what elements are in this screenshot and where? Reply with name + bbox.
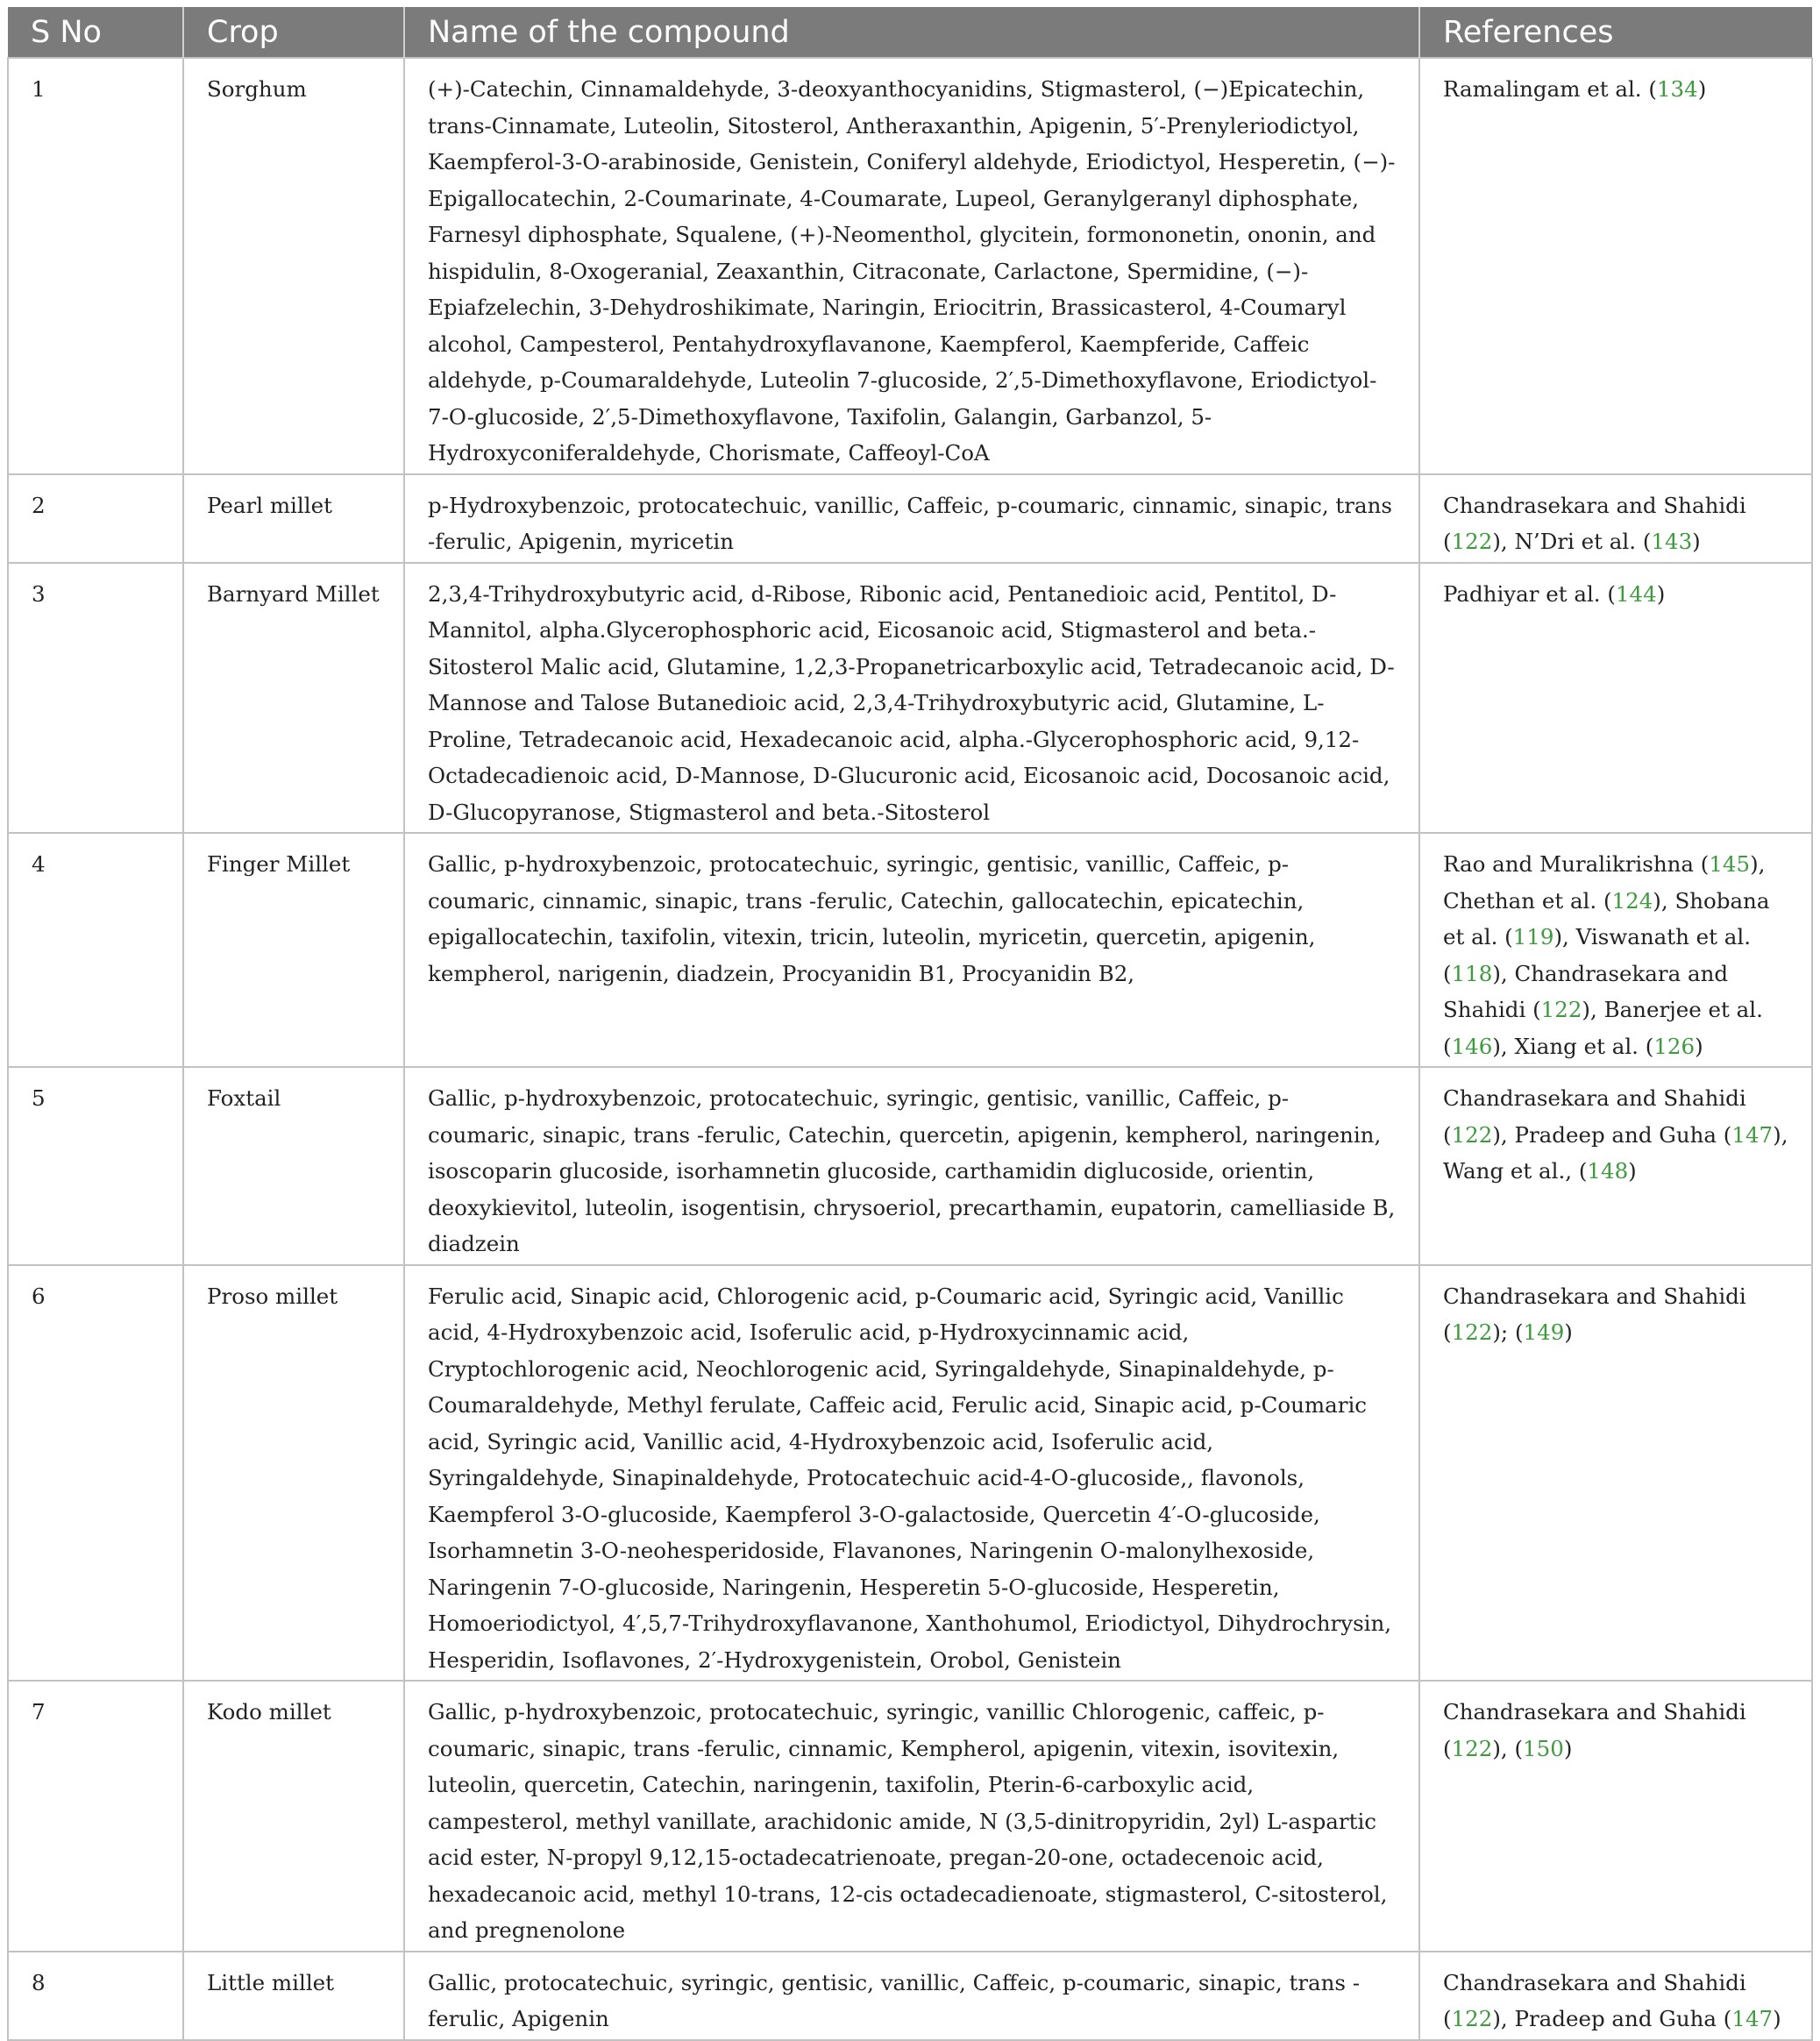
cell-references <box>1419 563 1812 834</box>
reference-text: ( <box>1507 1735 1524 1761</box>
reference-text: Chethan et al. ( <box>1443 887 1612 914</box>
reference-number-link[interactable]: 148 <box>1587 1158 1629 1184</box>
cell-sno: 4 <box>8 833 183 1067</box>
reference-number-link[interactable]: 126 <box>1653 1033 1696 1059</box>
reference-text: Chandrasekara and Shahidi ( <box>1443 1085 1746 1148</box>
reference-text: ), <box>1492 2006 1508 2031</box>
cell-sno: 5 <box>8 1067 183 1265</box>
table-row <box>8 833 1812 1067</box>
cell-crop: Finger Millet <box>183 833 404 1067</box>
reference-text: ), <box>1492 1121 1508 1148</box>
cell-compounds: Gallic, p-hydroxybenzoic, protocatechuic, syringic, vanillic Chlorogenic, caffeic, p-coumaric, sinapic, trans -ferulic, cinnamic, Kempherol, apigenin, vitexin, isovitexin, luteolin, quercetin, Catechin, naringenin, taxifolin, Pterin-6-carboxylic acid, campesterol, methyl vanillate, arachidonic amide, N (3,5-dinitropyridin, 2yl) L-aspartic acid ester, N-propyl 9,12,15-octadecatrienoate, pregan-20-one, octadecenoic acid, hexadecanoic acid, methyl 10-trans, 12-cis octadecadienoate, stigmasterol, C-sitosterol, and pregnenolone <box>404 1681 1419 1952</box>
reference-text: Chandrasekara and Shahidi ( <box>1443 960 1729 1022</box>
reference-text: ) <box>1564 1319 1573 1345</box>
table-row <box>8 1067 1812 1265</box>
cell-sno: 3 <box>8 563 183 834</box>
cell-crop: Kodo millet <box>183 1681 404 1952</box>
cell-references <box>1419 1265 1812 1682</box>
cell-crop: Pearl millet <box>183 474 404 563</box>
reference-number-link[interactable]: 149 <box>1523 1319 1565 1345</box>
reference-text: Pradeep and Guha ( <box>1507 1121 1732 1148</box>
cell-compounds: 2,3,4-Trihydroxybutyric acid, d-Ribose, Ribonic acid, Pentanedioic acid, Pentitol, D-Mannitol, alpha.Glycerophosphoric acid, Eicosanoic acid, Stigmasterol and beta.-Sitosterol Malic acid, Glutamine, 1,2,3-Propanetricarboxylic acid, Tetradecanoic acid, D-Mannose and Talose Butanedioic acid, 2,3,4-Trihydroxybutyric acid, Glutamine, L-Proline, Tetradecanoic acid, Hexadecanoic acid, alpha.-Glycerophosphoric acid, 9,12-Octadecadienoic acid, D-Mannose, D-Glucuronic acid, Eicosanoic acid, Docosanoic acid, D-Glucopyranose, Stigmasterol and beta.-Sitosterol <box>404 563 1419 834</box>
reference-number-link[interactable]: 124 <box>1611 887 1653 914</box>
reference-text: ), <box>1492 1033 1508 1059</box>
table-row <box>8 1681 1812 1952</box>
reference-text: Viswanath et al. ( <box>1443 924 1752 986</box>
reference-text: ), <box>1553 924 1569 949</box>
cell-compounds: (+)-Catechin, Cinnamaldehyde, 3-deoxyanthocyanidins, Stigmasterol, (−)Epicatechin, trans-Cinnamate, Luteolin, Sitosterol, Antheraxanthin, Apigenin, 5′-Prenyleriodictyol, Kaempferol-3-O-arabinoside, Genistein, Coniferyl aldehyde, Eriodictyol, Hesperetin, (−)-Epigallocatechin, 2-Coumarinate, 4-Coumarate, Lupeol, Geranylgeranyl diphosphate, Farnesyl diphosphate, Squalene, (+)-Neomenthol, glycitein, formononetin, ononin, and hispidulin, 8-Oxogeranial, Zeaxanthin, Citraconate, Carlactone, Spermidine, (−)-Epiafzelechin, 3-Dehydroshikimate, Naringin, Eriocitrin, Brassicasterol, 4-Coumaryl alcohol, Campesterol, Pentahydroxyflavanone, Kaempferol, Kaempferide, Caffeic aldehyde, p-Coumaraldehyde, Luteolin 7-glucoside, 2′,5-Dimethoxyflavone, Eriodictyol-7-O-glucoside, 2′,5-Dimethoxyflavone, Taxifolin, Galangin, Garbanzol, 5-Hydroxyconiferaldehyde, Chorismate, Caffeoyl-CoA <box>404 58 1419 474</box>
reference-number-link[interactable]: 122 <box>1451 1121 1493 1148</box>
reference-text: ) <box>1628 1158 1637 1184</box>
cell-sno: 8 <box>8 1952 183 2040</box>
reference-text: ) <box>1695 1033 1703 1059</box>
cell-references <box>1419 833 1812 1067</box>
cell-references <box>1419 1952 1812 2040</box>
reference-text: ), <box>1492 960 1508 986</box>
reference-number-link[interactable]: 122 <box>1540 997 1582 1022</box>
table-row <box>8 1265 1812 1682</box>
table-row <box>8 563 1812 834</box>
reference-text: Wang et al., ( <box>1443 1158 1588 1184</box>
cell-sno: 7 <box>8 1681 183 1952</box>
reference-text: Rao and Muralikrishna ( <box>1443 851 1710 877</box>
cell-sno: 2 <box>8 474 183 563</box>
header-sno: S No <box>8 7 183 58</box>
cell-compounds: Gallic, protocatechuic, syringic, gentisic, vanillic, Caffeic, p-coumaric, sinapic, trans -ferulic, Apigenin <box>404 1952 1419 2040</box>
reference-text: Chandrasekara and Shahidi ( <box>1443 1283 1746 1345</box>
reference-number-link[interactable]: 122 <box>1451 1735 1493 1761</box>
header-crop: Crop <box>183 7 404 58</box>
reference-text: N’Dri et al. ( <box>1507 529 1652 554</box>
cell-references <box>1419 1681 1812 1952</box>
cell-references <box>1419 1067 1812 1265</box>
table-row <box>8 1952 1812 2040</box>
cell-crop: Little millet <box>183 1952 404 2040</box>
reference-text: ) <box>1773 2006 1781 2031</box>
reference-number-link[interactable]: 122 <box>1451 529 1493 554</box>
reference-text: Shobana et al. ( <box>1443 887 1770 949</box>
cell-references <box>1419 58 1812 474</box>
reference-number-link[interactable]: 119 <box>1512 924 1554 949</box>
reference-text: ), <box>1582 997 1597 1022</box>
reference-text: ), <box>1773 1121 1788 1148</box>
cell-sno: 1 <box>8 58 183 474</box>
reference-text: Padhiyar et al. ( <box>1443 580 1616 607</box>
cell-references <box>1419 474 1812 563</box>
table-row <box>8 474 1812 563</box>
reference-text: ) <box>1563 1735 1573 1761</box>
reference-number-link[interactable]: 122 <box>1451 1319 1493 1345</box>
compound-table <box>7 7 1813 2041</box>
reference-text: Chandrasekara and Shahidi ( <box>1443 492 1746 554</box>
cell-compounds: p-Hydroxybenzoic, protocatechuic, vanillic, Caffeic, p-coumaric, cinnamic, sinapic, trans -ferulic, Apigenin, myricetin <box>404 474 1419 563</box>
cell-compounds: Gallic, p-hydroxybenzoic, protocatechuic, syringic, gentisic, vanillic, Caffeic, p-coumaric, sinapic, trans -ferulic, Catechin, quercetin, apigenin, kempherol, naringenin, isoscoparin glucoside, isorhamnetin glucoside, carthamidin diglucoside, orientin, deoxykievitol, luteolin, isogentisin, chrysoeriol, precarthamin, eupatorin, camelliaside B, diadzein <box>404 1067 1419 1265</box>
reference-text: Chandrasekara and Shahidi ( <box>1443 1699 1746 1761</box>
compound-table-container <box>7 7 1811 2041</box>
reference-text: ) <box>1697 76 1707 102</box>
header-compound: Name of the compound <box>404 7 1419 58</box>
reference-number-link[interactable]: 122 <box>1451 2006 1493 2031</box>
reference-text: Pradeep and Guha ( <box>1507 2006 1732 2031</box>
reference-number-link[interactable]: 150 <box>1523 1735 1564 1761</box>
cell-crop: Sorghum <box>183 58 404 474</box>
reference-number-link[interactable]: 147 <box>1731 2006 1774 2031</box>
reference-text: Xiang et al. ( <box>1507 1033 1654 1059</box>
reference-text: ( <box>1508 1319 1524 1345</box>
reference-text: ) <box>1656 580 1666 607</box>
reference-number-link[interactable]: 143 <box>1651 529 1693 554</box>
reference-number-link[interactable]: 118 <box>1451 960 1493 986</box>
cell-crop: Barnyard Millet <box>183 563 404 834</box>
cell-crop: Foxtail <box>183 1067 404 1265</box>
reference-text: ), <box>1492 529 1508 554</box>
cell-crop: Proso millet <box>183 1265 404 1682</box>
reference-number-link[interactable]: 145 <box>1709 851 1751 877</box>
cell-compounds: Ferulic acid, Sinapic acid, Chlorogenic acid, p-Coumaric acid, Syringic acid, Vanillic acid, 4-Hydroxybenzoic acid, Isoferulic acid, p-Hydroxycinnamic acid, Cryptochlorogenic acid, Neochlorogenic acid, Syringaldehyde, Sinapinaldehyde, p-Coumaraldehyde, Methyl ferulate, Caffeic acid, Ferulic acid, Sinapic acid, p-Coumaric acid, Syringic acid, Vanillic acid, 4-Hydroxybenzoic acid, Isoferulic acid, Syringaldehyde, Sinapinaldehyde, Protocatechuic acid-4-O-glucoside,, flavonols, Kaempferol 3-O-glucoside, Kaempferol 3-O-galactoside, Quercetin 4′-O-glucoside, Isorhamnetin 3-O-neohesperidoside, Flavanones, Naringenin O-malonylhexoside, Naringenin 7-O-glucoside, Naringenin, Hesperetin 5-O-glucoside, Hesperetin, Homoeriodictyol, 4′,5,7-Trihydroxyflavanone, Xanthohumol, Eriodictyol, Dihydrochrysin, Hesperidin, Isoflavones, 2′-Hydroxygenistein, Orobol, Genistein <box>404 1265 1419 1682</box>
reference-text: Chandrasekara and Shahidi ( <box>1443 1969 1746 2031</box>
table-row <box>8 58 1812 474</box>
reference-number-link[interactable]: 144 <box>1615 580 1657 607</box>
reference-text: Ramalingam et al. ( <box>1443 76 1657 102</box>
reference-number-link[interactable]: 134 <box>1656 76 1698 102</box>
reference-number-link[interactable]: 147 <box>1731 1121 1774 1148</box>
reference-text: ); <box>1492 1319 1509 1345</box>
reference-text: Banerjee et al. ( <box>1443 997 1763 1059</box>
cell-sno: 6 <box>8 1265 183 1682</box>
reference-text: ) <box>1692 529 1701 554</box>
reference-text: ), <box>1653 887 1668 914</box>
reference-text: ), <box>1750 851 1766 877</box>
header-references: References <box>1419 7 1812 58</box>
table-header-row <box>8 7 1812 58</box>
reference-number-link[interactable]: 146 <box>1451 1033 1493 1059</box>
reference-text: ), <box>1492 1735 1508 1761</box>
cell-compounds: Gallic, p-hydroxybenzoic, protocatechuic, syringic, gentisic, vanillic, Caffeic, p-coumaric, cinnamic, sinapic, trans -ferulic, Catechin, gallocatechin, epicatechin, epigallocatechin, taxifolin, vitexin, tricin, luteolin, myricetin, quercetin, apigenin, kempherol, narigenin, diadzein, Procyanidin B1, Procyanidin B2, <box>404 833 1419 1067</box>
